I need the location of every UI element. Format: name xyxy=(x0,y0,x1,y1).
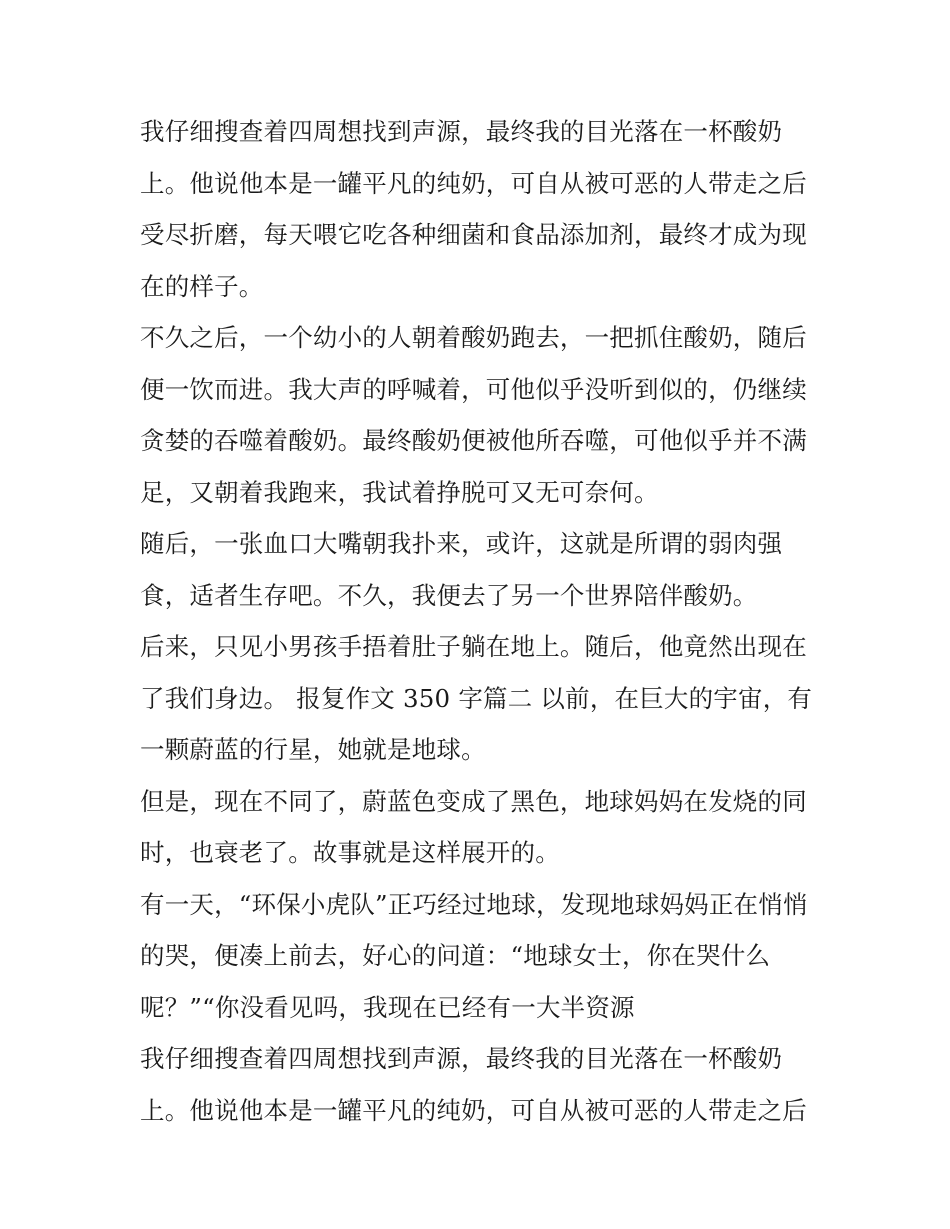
text-line: 上。他说他本是一罐平凡的纯奶，可自从被可恶的人带走之后 xyxy=(140,1095,807,1125)
text-line: 有一天，“环保小虎队”正巧经过地球，发现地球妈妈正在悄悄 xyxy=(140,889,808,919)
text-line: 呢？”“你没看见吗，我现在已经有一大半资源 xyxy=(140,992,635,1022)
text-line: 我仔细搜查着四周想找到声源，最终我的目光落在一杯酸奶 xyxy=(140,117,783,146)
text-line: 食，适者生存吧。不久，我便去了另一个世界陪伴酸奶。 xyxy=(140,580,758,610)
text-line: 的哭，便凑上前去，好心的问道：“地球女士，你在哭什么 xyxy=(140,941,771,970)
text-line: 一颗蔚蓝的行星，她就是地球。 xyxy=(140,735,486,764)
text-line: 不久之后，一个幼小的人朝着酸奶跑去，一把抓住酸奶，随后 xyxy=(140,323,807,352)
text-line: 但是，现在不同了，蔚蓝色变成了黑色，地球妈妈在发烧的同 xyxy=(140,786,807,816)
text-line: 在的样子。 xyxy=(140,271,264,301)
text-line: 受尽折磨，每天喂它吃各种细菌和食品添加剂，最终才成为现 xyxy=(140,220,807,249)
text-line: 后来，只见小男孩手捂着肚子躺在地上。随后，他竟然出现在 xyxy=(140,632,807,661)
text-line: 贪婪的吞噬着酸奶。最终酸奶便被他所吞噬，可他似乎并不满 xyxy=(140,426,807,455)
text-line: 了我们身边。 报复作文 350 字篇二 以前，在巨大的宇宙，有 xyxy=(140,683,813,713)
text-line: 我仔细搜查着四周想找到声源，最终我的目光落在一杯酸奶 xyxy=(140,1044,783,1073)
text-line: 随后，一张血口大嘴朝我扑来，或许，这就是所谓的弱肉强 xyxy=(140,529,783,558)
text-line: 足，又朝着我跑来，我试着挣脱可又无可奈何。 xyxy=(140,477,659,507)
document-body xyxy=(140,106,820,1136)
text-line: 便一饮而进。我大声的呼喊着，可他似乎没听到似的，仍继续 xyxy=(140,374,807,404)
text-line: 上。他说他本是一罐平凡的纯奶，可自从被可恶的人带走之后 xyxy=(140,168,807,198)
text-line: 时，也衰老了。故事就是这样展开的。 xyxy=(140,838,560,867)
